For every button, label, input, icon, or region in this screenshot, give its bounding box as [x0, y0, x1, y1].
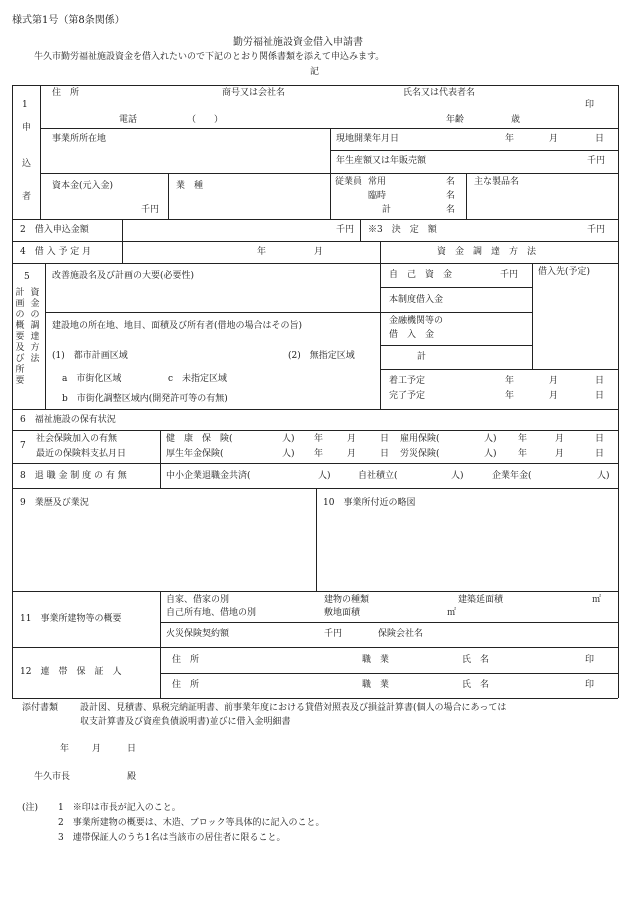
fire-insurance-unit: 千円	[324, 629, 343, 639]
finish-plan-label: 完了予定	[389, 391, 426, 401]
attached-docs-label: 添付書類	[22, 703, 59, 713]
guarantor-label: 12 連 帯 保 証 人	[20, 667, 122, 677]
persons-unit: 名	[446, 177, 456, 187]
sec7-number: 7	[20, 441, 26, 451]
mayor-addressee: 牛久市長	[34, 772, 71, 782]
form-number: 様式第1号（第8条関係）	[12, 15, 125, 26]
own-funds-unit: 千円	[500, 270, 519, 280]
year-unit: 年	[518, 449, 528, 459]
attached-docs-text: 設計図、見積書、県税完納証明書、前事業年度における貸借対照表及び損益計算書(個人の場合にあっては	[80, 703, 507, 713]
sec1-side-char: 申	[22, 123, 32, 133]
system-loan-label: 本制度借入金	[389, 295, 444, 305]
funding-method-label: 資 金 調 達 方 法	[437, 247, 537, 257]
workers-comp-label: 労災保険(	[400, 449, 440, 459]
decision-amount-label: ※3 決 定 額	[368, 225, 437, 235]
fire-insurance-label: 火災保険契約額	[166, 629, 230, 639]
date-month-unit: 月	[92, 744, 102, 754]
business-history-label: 9 業歴及び業況	[20, 498, 89, 508]
persons-close: 人)	[282, 449, 295, 459]
health-insurance-label: 健 康 保 険(	[166, 434, 233, 444]
start-day-unit: 日	[595, 134, 605, 144]
seal-mark: 印	[585, 100, 595, 110]
phone-area-code: （ ）	[187, 115, 224, 125]
adjustment-area: b 市街化調整区域内(開発許可等の有無)	[62, 394, 228, 404]
annual-output-unit: 千円	[587, 156, 606, 166]
date-day-unit: 日	[127, 744, 137, 754]
notes-label: (注)	[22, 803, 39, 813]
capital-unit: 千円	[141, 205, 160, 215]
day-unit: 日	[380, 434, 390, 444]
sec1-number: 1	[22, 100, 28, 110]
honorific: 殿	[127, 772, 137, 782]
age-label: 年齢	[446, 115, 465, 125]
sec1-side-char: 込	[22, 159, 32, 169]
annual-output-label: 年生産額又は年販売額	[336, 156, 427, 166]
own-funds-label: 自 己 資 金	[389, 270, 453, 280]
note-item: 3 連帯保証人のうち1名は当該市の居住者に限ること。	[58, 833, 286, 843]
no-designation-area: (2) 無指定区域	[288, 351, 355, 361]
own-reserve-label: 自社積立(	[358, 471, 398, 481]
loan-month-unit: 月	[314, 247, 324, 257]
persons-close: 人)	[484, 449, 497, 459]
persons-close: 人)	[318, 471, 331, 481]
guarantor-seal: 印	[585, 655, 595, 665]
capital-label: 資本金(元入金)	[52, 181, 114, 191]
day-unit: 日	[380, 449, 390, 459]
decision-amount-unit: 千円	[587, 225, 606, 235]
year-unit: 年	[518, 434, 528, 444]
owned-rented-label: 自家、借家の別	[166, 595, 230, 605]
plan-label: 改善施設名及び計画の大要(必要性)	[52, 271, 195, 281]
day-unit: 日	[595, 449, 605, 459]
welfare-facilities-label: 6 福祉施設の保有状況	[20, 415, 116, 425]
bank-loan-label: 借 入 金	[389, 330, 435, 340]
ki-mark: 記	[310, 67, 320, 77]
persons-close: 人)	[282, 434, 295, 444]
start-day-unit: 日	[595, 376, 605, 386]
rep-name-label: 氏名又は代表者名	[403, 88, 476, 98]
retirement-plan-label: 8 退 職 金 制 度 の 有 無	[20, 471, 127, 481]
month-unit: 月	[555, 434, 565, 444]
date-year-unit: 年	[60, 744, 70, 754]
funding-total-label: 計	[417, 352, 427, 362]
undesignated-area: c 未指定区域	[168, 374, 228, 384]
sec5-side-heading: 計 画 の 概 要 及 び 所 要	[15, 288, 25, 386]
social-insurance-label: 社会保険加入の有無	[36, 434, 118, 444]
finish-month-unit: 月	[549, 391, 559, 401]
start-month-unit: 月	[549, 134, 559, 144]
sqm-unit: ㎡	[447, 608, 457, 618]
guarantor-name: 氏 名	[462, 655, 490, 665]
year-unit: 年	[314, 434, 324, 444]
regular-label: 常用	[368, 177, 387, 187]
urbanization-area: a 市街化区域	[62, 374, 122, 384]
industry-label: 業 種	[176, 181, 204, 191]
land-owned-label: 自己所有地、借地の別	[166, 608, 257, 618]
form-title: 勤労福祉施設資金借入申請書	[233, 37, 363, 48]
loan-amount-unit: 千円	[336, 225, 355, 235]
attached-docs-text: 収支計算書及び資産負債説明書)並びに借入金明細書	[80, 717, 291, 727]
corporate-pension-label: 企業年金(	[492, 471, 532, 481]
intro-text: 牛久市勤労福祉施設資金を借入れたいので下記のとおり関係書類を添えて申込みます。	[34, 52, 385, 62]
location-map-label: 10 事業所付近の略図	[323, 498, 416, 508]
loan-month-label: 4 借 入 予 定 月	[20, 247, 92, 257]
persons-close: 人)	[451, 471, 464, 481]
building-overview-label: 11 事業所建物等の概要	[20, 614, 122, 624]
month-unit: 月	[555, 449, 565, 459]
trade-name-label: 商号又は会社名	[222, 88, 286, 98]
insurer-label: 保険会社名	[378, 629, 424, 639]
age-unit: 歳	[511, 115, 521, 125]
bank-loan-label: 金融機関等の	[389, 316, 444, 326]
note-item: 2 事業所建物の概要は、木造、ブロック等具体的に記入のこと。	[58, 818, 325, 828]
month-unit: 月	[347, 449, 357, 459]
sec1-side-char: 者	[22, 192, 32, 202]
guarantor-occupation: 職 業	[362, 680, 390, 690]
lender-label: 借入先(予定)	[538, 267, 591, 277]
city-plan-area: (1) 都市計画区域	[52, 351, 128, 361]
month-unit: 月	[347, 434, 357, 444]
start-date-label: 現地開業年月日	[336, 134, 400, 144]
persons-unit: 名	[446, 205, 456, 215]
guarantor-address: 住 所	[172, 680, 200, 690]
guarantor-address: 住 所	[172, 655, 200, 665]
phone-label: 電話	[119, 115, 138, 125]
address-label: 住 所	[52, 88, 80, 98]
start-month-unit: 月	[549, 376, 559, 386]
office-location-label: 事業所所在地	[52, 134, 107, 144]
year-unit: 年	[314, 449, 324, 459]
finish-day-unit: 日	[595, 391, 605, 401]
guarantor-name: 氏 名	[462, 680, 490, 690]
guarantor-occupation: 職 業	[362, 655, 390, 665]
employees-total-label: 計	[382, 205, 392, 215]
persons-close: 人)	[484, 434, 497, 444]
employment-insurance-label: 雇用保険(	[400, 434, 440, 444]
persons-unit: 名	[446, 191, 456, 201]
main-products-label: 主な製品名	[474, 177, 520, 187]
sec5-side-heading: 資 金 の 調 達 方 法	[30, 288, 40, 364]
start-plan-label: 着工予定	[389, 376, 426, 386]
floor-area-label: 建築延面積	[458, 595, 504, 605]
temporary-label: 臨時	[368, 191, 387, 201]
pension-insurance-label: 厚生年金保険(	[166, 449, 224, 459]
sqm-unit: ㎡	[592, 595, 602, 605]
premium-date-label: 最近の保険料支払月日	[36, 449, 127, 459]
note-item: 1 ※印は市長が記入のこと。	[58, 803, 181, 813]
persons-close: 人)	[597, 471, 610, 481]
start-year-unit: 年	[505, 134, 515, 144]
start-year-unit: 年	[505, 376, 515, 386]
site-label: 建設地の所在地、地目、面積及び所有者(借地の場合はその旨)	[52, 321, 303, 331]
site-area-label: 敷地面積	[324, 608, 361, 618]
loan-amount-label: 2 借入申込金額	[20, 225, 89, 235]
sme-retirement-label: 中小企業退職金共済(	[166, 471, 251, 481]
loan-year-unit: 年	[257, 247, 267, 257]
employees-label: 従業員	[335, 177, 363, 187]
day-unit: 日	[595, 434, 605, 444]
sec5-number: 5	[24, 272, 30, 282]
building-type-label: 建物の種類	[324, 595, 370, 605]
finish-year-unit: 年	[505, 391, 515, 401]
guarantor-seal: 印	[585, 680, 595, 690]
